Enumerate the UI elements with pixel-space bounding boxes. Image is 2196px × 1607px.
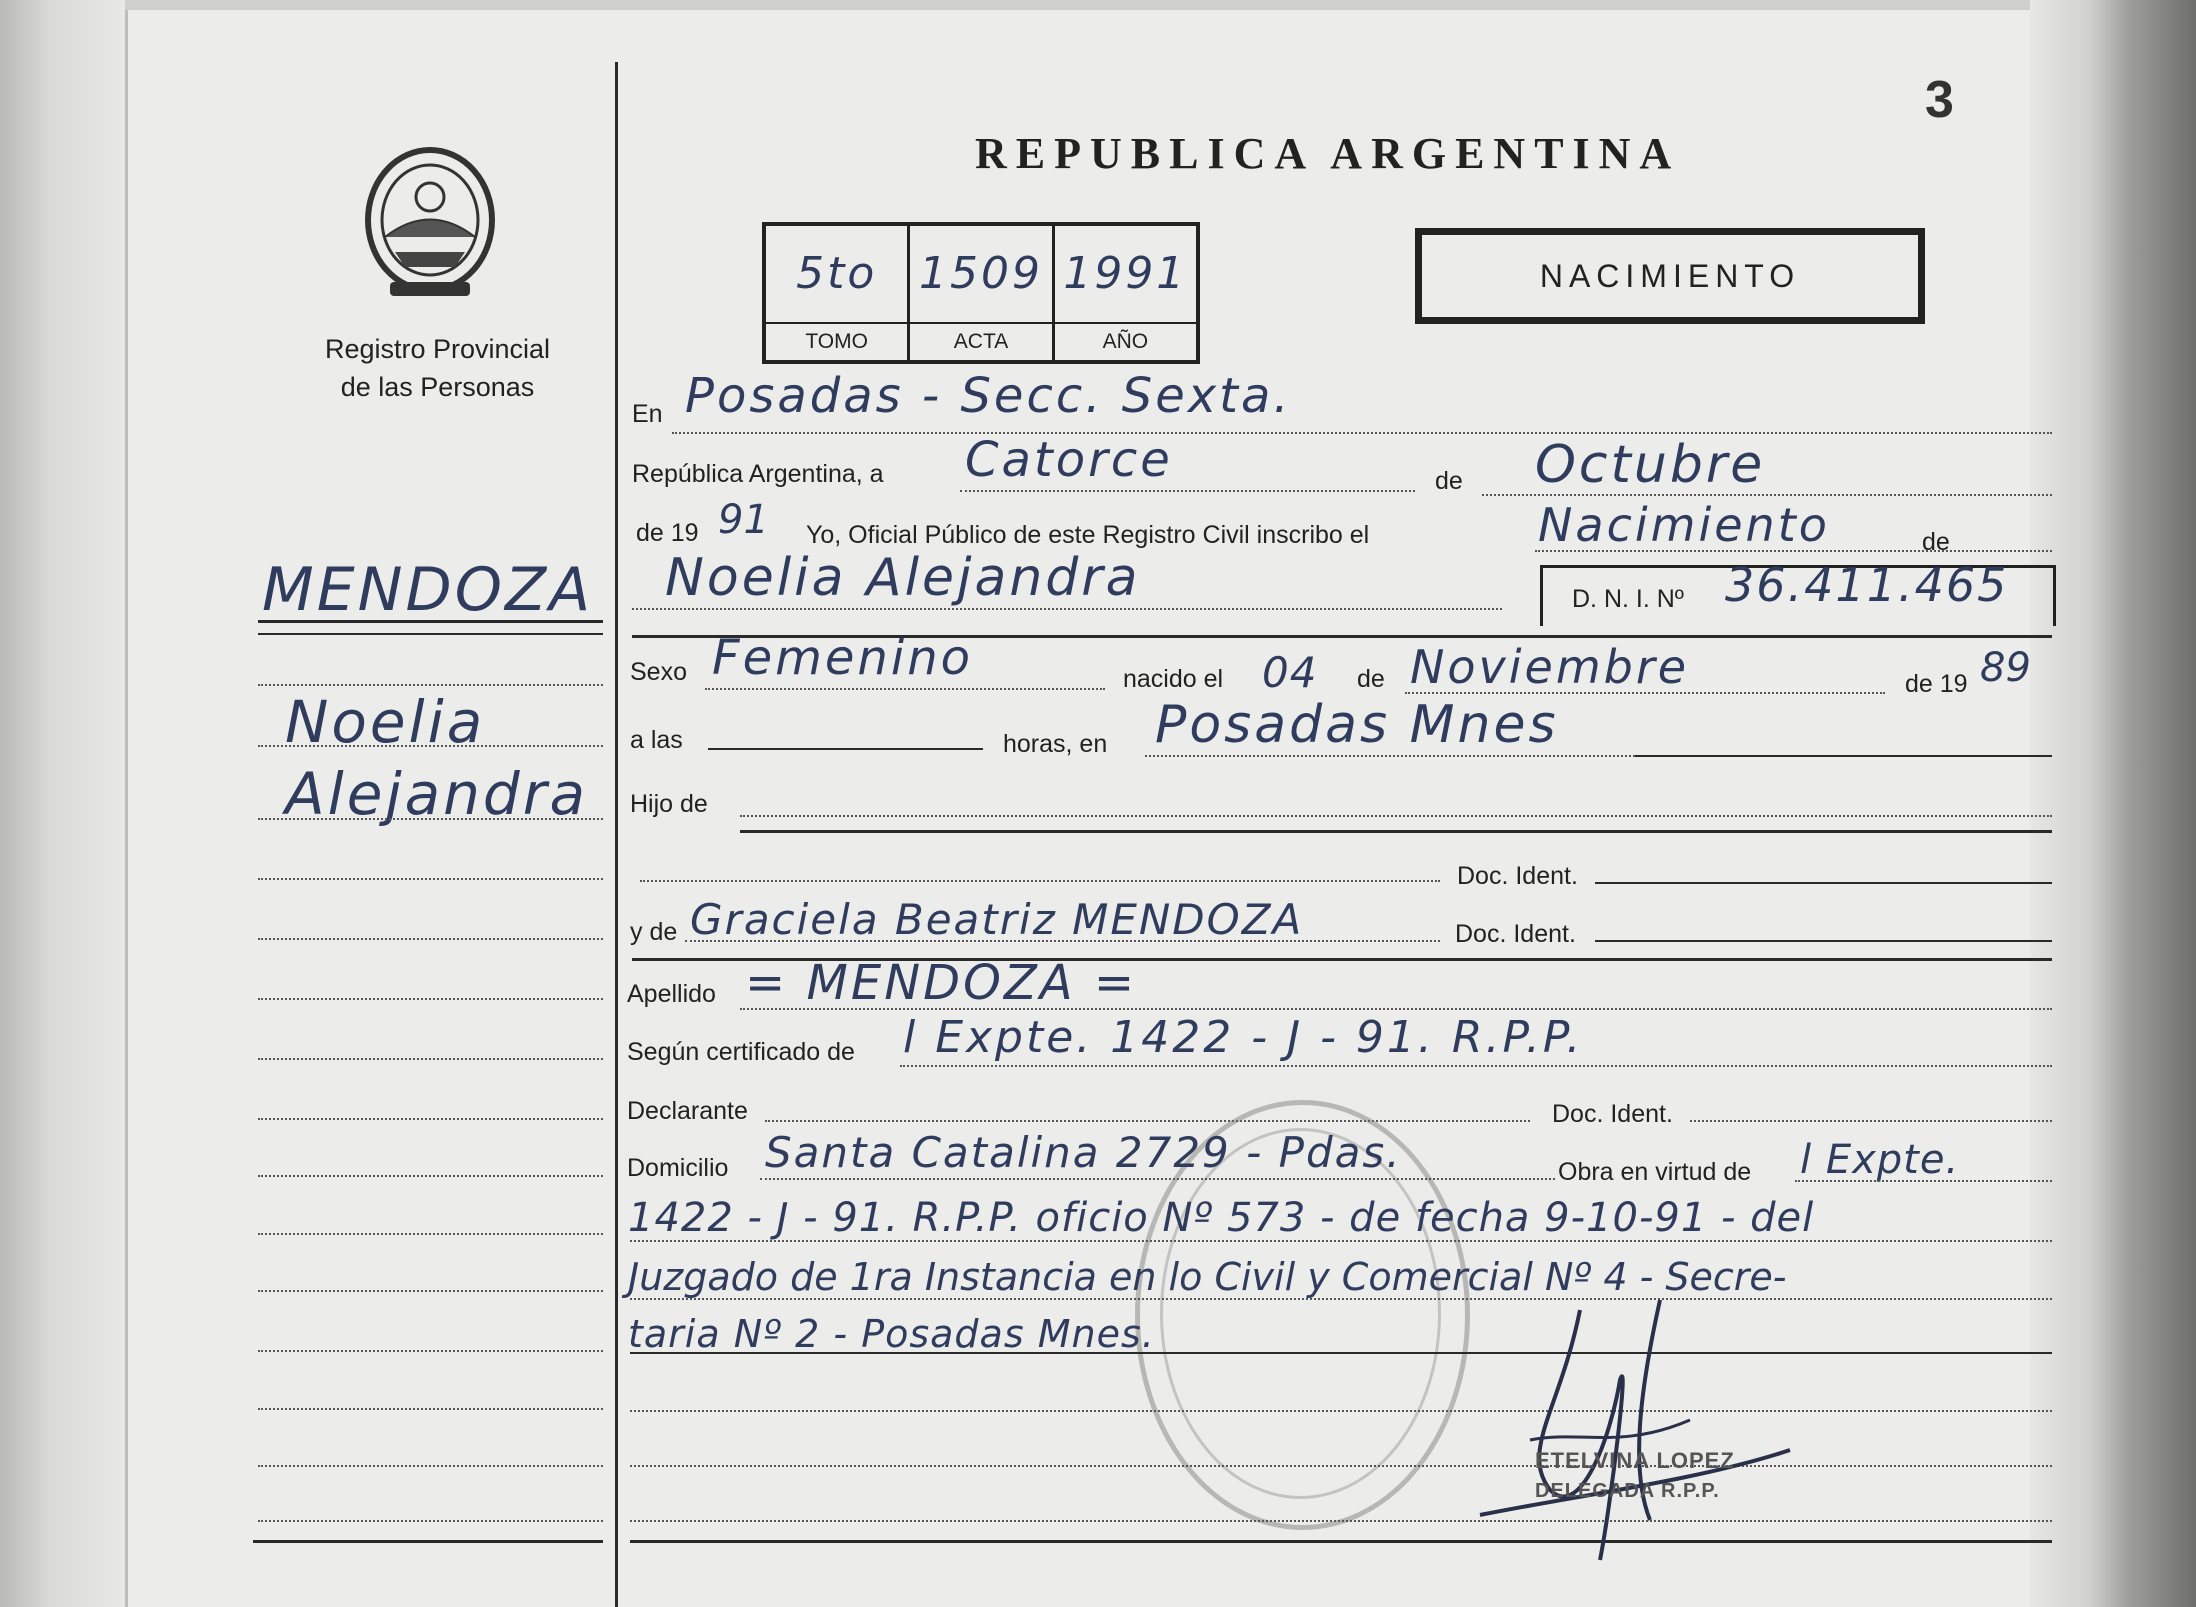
margin-given-name-2: Alejandra (285, 760, 589, 828)
margin-divider (615, 62, 618, 1607)
field-line (760, 1178, 1555, 1180)
margin-dotted-line (258, 1465, 603, 1467)
doc-ident-label-2: Doc. Ident. (1455, 920, 1576, 948)
margin-dotted-line (258, 998, 603, 1000)
field-line (705, 688, 1105, 690)
field-line (1482, 494, 2052, 496)
book-binding (0, 0, 125, 1607)
notes-line-1: 1422 - J - 91. R.P.P. oficio Nº 573 - de fecha 9-10-91 - del (628, 1195, 1815, 1241)
birth-de-label: de (1357, 665, 1385, 693)
nacido-label: nacido el (1123, 665, 1224, 693)
field-line (1595, 940, 2052, 942)
field-line (632, 608, 1502, 610)
registry-name-line2: de las Personas (340, 372, 535, 402)
alas-label: a las (630, 726, 683, 754)
acta-value: 1509 (919, 248, 1043, 299)
birth-year-label: de 19 (1905, 670, 1968, 698)
field-line (708, 748, 983, 750)
field-line (740, 815, 2052, 817)
margin-given-name-1: Noelia (285, 688, 486, 756)
field-line (900, 1065, 2052, 1067)
margin-dotted-line (258, 1233, 603, 1235)
field-line (630, 1352, 2052, 1354)
birth-month: Noviembre (1410, 640, 1690, 694)
signature-title: DELEGADA R.P.P. (1535, 1480, 1720, 1502)
obra-value: l Expte. (1800, 1137, 1960, 1183)
margin-rule (258, 633, 603, 635)
page-edge (2030, 0, 2196, 1607)
anio-cell (1055, 226, 1196, 360)
field-line (630, 1298, 2052, 1300)
tomo-value: 5to (796, 248, 878, 299)
horas-label: horas, en (1003, 730, 1108, 758)
field-line (630, 1465, 2052, 1467)
act-value: Nacimiento (1538, 498, 1830, 552)
field-line (1595, 882, 2052, 884)
field-line (1795, 1180, 2052, 1182)
margin-dotted-line (258, 684, 603, 686)
acta-label: ACTA (910, 322, 1051, 354)
tomo-label: TOMO (766, 322, 907, 354)
margin-dotted-line (258, 1408, 603, 1410)
field-line (630, 1520, 2052, 1522)
doc-ident-label-3: Doc. Ident. (1552, 1100, 1673, 1128)
certificado-value: l Expte. 1422 - J - 91. R.P.P. (903, 1012, 1584, 1063)
signature-name: ETELVINA LOPEZ (1535, 1448, 1735, 1473)
margin-dotted-line (258, 938, 603, 940)
field-line (740, 1008, 2052, 1010)
field-line (672, 432, 2052, 434)
de-label: de (1435, 467, 1463, 495)
field-line (1405, 692, 1885, 694)
yde-label: y de (630, 918, 678, 946)
domicilio-value: Santa Catalina 2729 - Pdas. (765, 1128, 1402, 1177)
page-number: 3 (1925, 71, 1954, 129)
tomo-cell (766, 226, 910, 360)
hijo-label: Hijo de (630, 790, 708, 818)
margin-dotted-line (258, 1290, 603, 1292)
mother-value: Graciela Beatriz MENDOZA (690, 895, 1304, 944)
doc-ident-label-1: Doc. Ident. (1457, 862, 1578, 890)
birth-day: 04 (1262, 648, 1318, 697)
dni-label: D. N. I. Nº (1572, 585, 1684, 613)
act-de-label: de (1922, 528, 1950, 556)
section-rule (630, 1540, 2052, 1543)
sexo-label: Sexo (630, 658, 687, 686)
field-line (960, 490, 1415, 492)
en-label: En (632, 400, 663, 428)
declarante-label: Declarante (627, 1097, 748, 1125)
month-value: Octubre (1535, 435, 1766, 495)
place-value: Posadas Mnes (1155, 695, 1559, 755)
day-value: Catorce (965, 432, 1173, 488)
margin-dotted-line (258, 818, 603, 820)
acta-cell (910, 226, 1054, 360)
registry-name-line1: Registro Provincial (324, 334, 551, 364)
page-title: REPUBLICA ARGENTINA (975, 129, 1681, 178)
en-value: Posadas - Secc. Sexta. (685, 368, 1292, 424)
handwritten-signature-icon (1460, 1290, 1820, 1570)
margin-dotted-line (258, 1118, 603, 1120)
field-line (1145, 755, 1635, 757)
sexo-value: Femenino (712, 630, 973, 686)
field-line (740, 830, 2052, 833)
year-prefix-label: de 19 (636, 519, 699, 547)
document-type-box: NACIMIENTO (1415, 228, 1925, 324)
margin-dotted-line (258, 1058, 603, 1060)
republica-label: República Argentina, a (632, 460, 884, 488)
registry-name (280, 330, 595, 406)
margin-dotted-line (258, 1175, 603, 1177)
register-box (762, 222, 1200, 364)
provincial-seal-icon (355, 142, 505, 302)
anio-value: 1991 (1063, 248, 1188, 299)
margin-surname: MENDOZA (262, 555, 594, 625)
domicilio-label: Domicilio (627, 1154, 729, 1182)
notes-line-2: Juzgado de 1ra Instancia en lo Civil y Comercial Nº 4 - Secre- (628, 1255, 1787, 1299)
person-name: Noelia Alejandra (665, 548, 1141, 608)
margin-dotted-line (258, 745, 603, 747)
field-line (630, 1410, 2052, 1412)
margin-rule (253, 1540, 603, 1543)
dni-value: 36.411.465 (1725, 558, 2009, 612)
birth-year-suffix: 89 (1980, 645, 2031, 691)
field-line (1635, 755, 2052, 757)
field-line (1535, 550, 2052, 552)
apellido-value: = MENDOZA = (745, 955, 1138, 1011)
margin-rule (258, 620, 603, 623)
anio-label: AÑO (1055, 322, 1196, 354)
margin-dotted-line (258, 878, 603, 880)
field-line (685, 940, 1440, 942)
apellido-label: Apellido (627, 980, 716, 1008)
officer-text: Yo, Oficial Público de este Registro Civil inscribo el (806, 521, 1370, 549)
official-stamp-inner-ring (1160, 1128, 1441, 1499)
certificado-label: Según certificado de (627, 1038, 855, 1066)
field-line (640, 880, 1440, 882)
margin-dotted-line (258, 1520, 603, 1522)
field-line (1690, 1120, 2052, 1122)
margin-dotted-line (258, 1350, 603, 1352)
obra-label: Obra en virtud de (1558, 1158, 1752, 1186)
field-line (765, 1120, 1530, 1122)
notes-line-3: taria Nº 2 - Posadas Mnes. (628, 1312, 1155, 1356)
year-suffix: 91 (718, 497, 769, 543)
field-line (630, 1240, 2052, 1242)
